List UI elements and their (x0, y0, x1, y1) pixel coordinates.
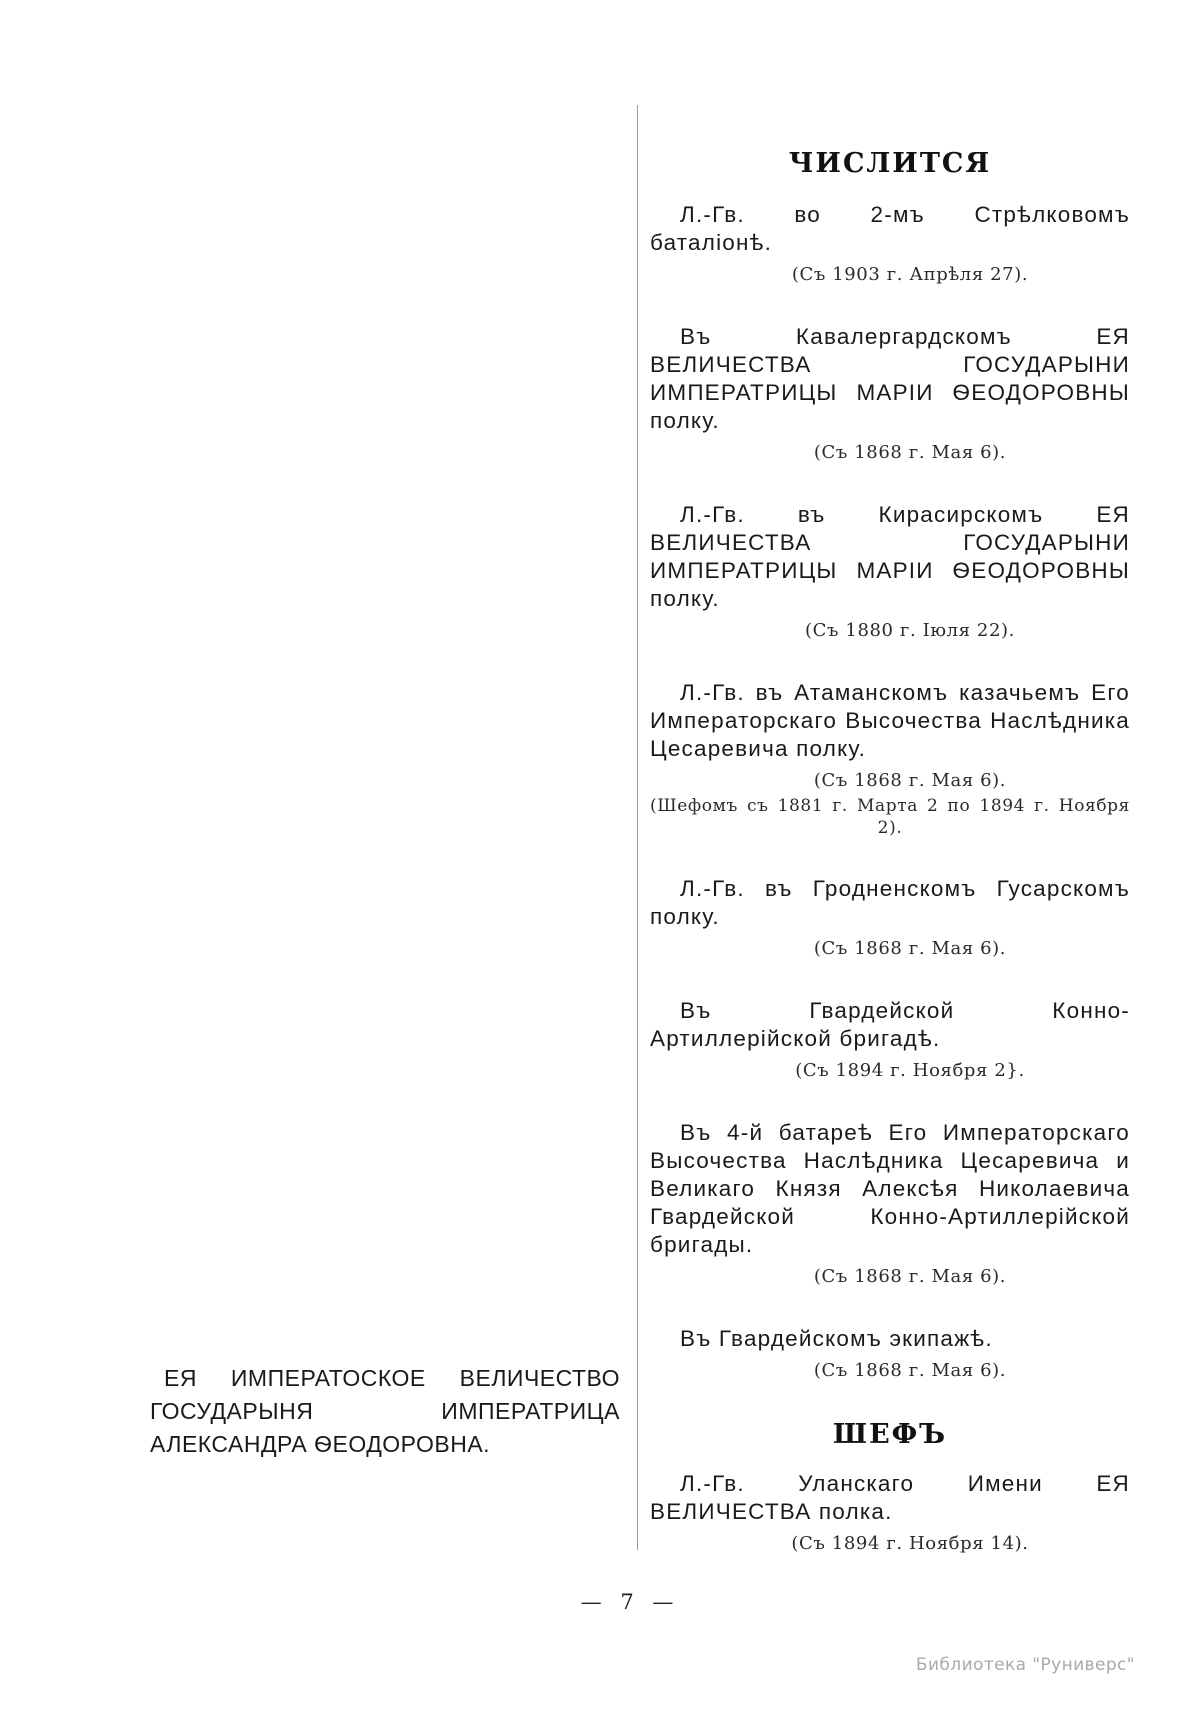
entry (650, 501, 1130, 643)
entry (650, 1325, 1130, 1383)
entry-date: (Съ 1868 г. Мая 6). (813, 1360, 1007, 1381)
entry-text: Въ Гвардейскомъ экипажѣ. (680, 1326, 993, 1351)
right-column (650, 148, 1130, 1592)
entry-date: (Съ 1868 г. Мая 6). (813, 770, 1007, 791)
entry (650, 323, 1130, 465)
entry-text: Л.-Гв. въ Гродненскомъ Гусарскомъ полку. (650, 876, 1130, 929)
entry-text: Въ Кавалергардскомъ ЕЯ ВЕЛИЧЕСТВА ГОСУДАРЫНИ ИМПЕРАТРИЦЫ МАРІИ ѲЕОДОРОВНЫ полку. (650, 324, 1130, 433)
entry-note: (Шефомъ съ 1881 г. Марта 2 по 1894 г. Ноября 2). (650, 796, 1130, 838)
entry-text: Л.-Гв. въ Кирасирскомъ ЕЯ ВЕЛИЧЕСТВА ГОСУДАРЫНИ ИМПЕРАТРИЦЫ МАРІИ ѲЕОДОРОВНЫ полку. (650, 502, 1130, 611)
left-title: ЕЯ ИМПЕРАТОСКОЕ ВЕЛИЧЕСТВО ГОСУДАРЫНЯ ИМПЕРАТРИЦА АЛЕКСАНДРА ѲЕОДОРОВНА. (150, 1365, 620, 1457)
entry-date: (Съ 1894 г. Ноября 2}. (795, 1060, 1025, 1081)
entry-text: Въ 4-й батареѣ Его Императорскаго Высочества Наслѣдника Цесаревича и Великаго Князя Алексѣя Николаевича Гвардейской Конно-Артиллерійской бригады. (650, 1120, 1130, 1257)
entry-date: (Съ 1894 г. Ноября 14). (791, 1533, 1029, 1554)
entry (650, 679, 1130, 839)
entry-text: Л.-Гв. во 2-мъ Стрѣлковомъ баталіонѣ. (650, 202, 1130, 255)
entry (650, 201, 1130, 287)
entry (650, 1119, 1130, 1289)
page-number: — 7 — (580, 1590, 680, 1614)
entry-date: (Съ 1868 г. Мая 6). (813, 1266, 1007, 1287)
library-watermark: Библиотека "Руниверс" (915, 1655, 1135, 1675)
entry-date: (Съ 1868 г. Мая 6). (813, 442, 1007, 463)
entry-text: Л.-Гв. Уланскаго Имени ЕЯ ВЕЛИЧЕСТВА полка. (650, 1471, 1130, 1524)
entry-date: (Съ 1868 г. Мая 6). (813, 938, 1007, 959)
section-heading-chislitsya: ЧИСЛИТСЯ (788, 148, 992, 179)
entry (650, 875, 1130, 961)
entry-text: Въ Гвардейской Конно-Артиллерійской бригадѣ. (650, 998, 1130, 1051)
entry (650, 1470, 1130, 1556)
entry-date: (Съ 1903 г. Апрѣля 27). (791, 264, 1029, 285)
column-divider (637, 105, 638, 1550)
entry-text: Л.-Гв. въ Атаманскомъ казачьемъ Его Императорскаго Высочества Наслѣдника Цесаревича полку. (650, 680, 1130, 761)
section-heading-shef: ШЕФЪ (832, 1419, 948, 1450)
entry-date: (Съ 1880 г. Іюля 22). (805, 620, 1015, 641)
entry (650, 997, 1130, 1083)
